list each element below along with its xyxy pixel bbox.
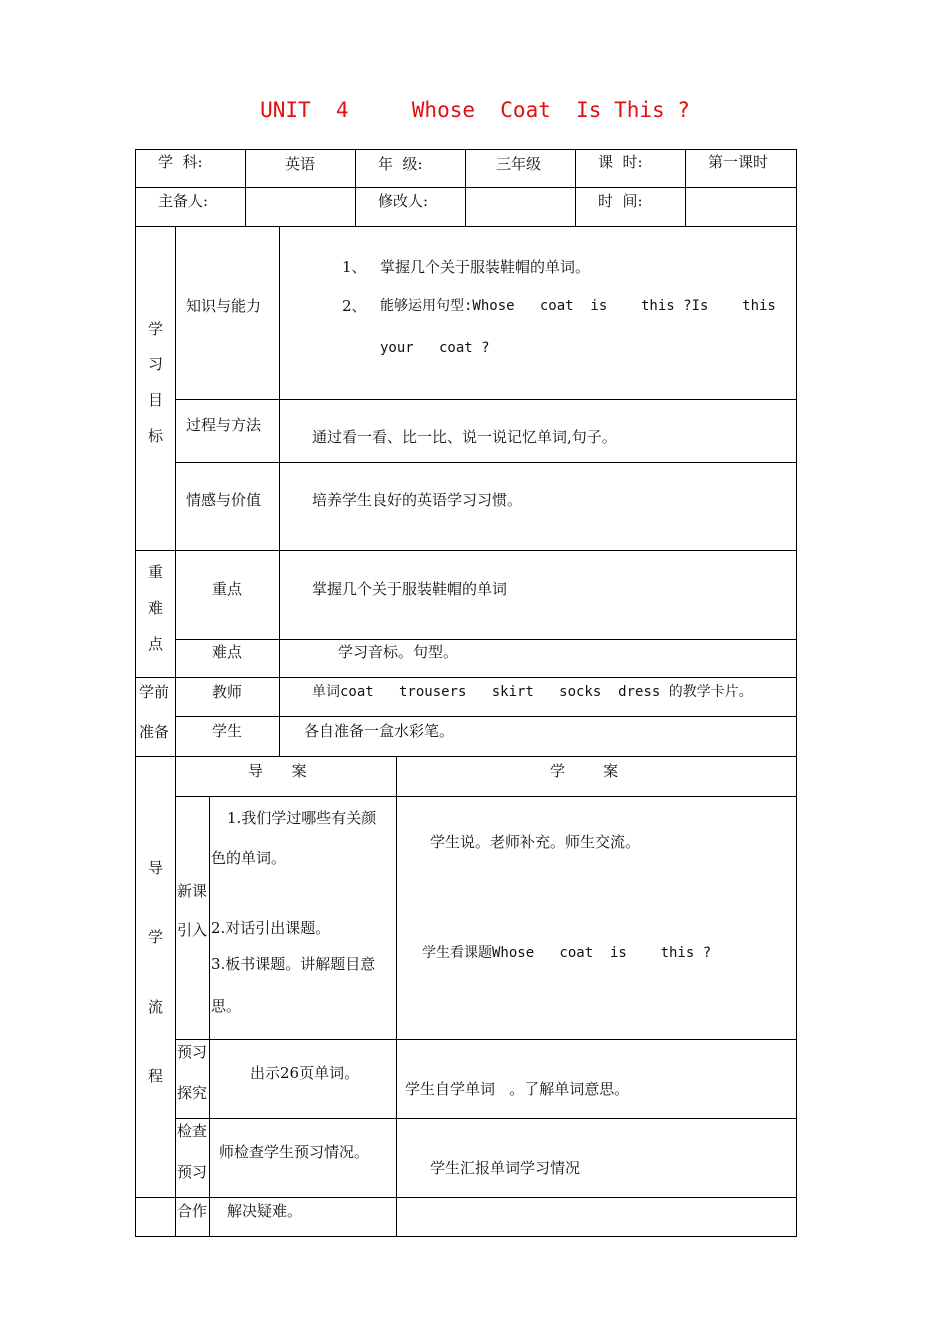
grade-value: 三年级: [496, 155, 542, 173]
guide-header: 导 案: [248, 762, 307, 780]
teacher-text: 单词coat trousers skirt socks dress 的教学卡片。: [312, 684, 753, 700]
planner-label: 主备人:: [158, 192, 209, 210]
teacher-label: 教师: [212, 683, 243, 701]
student-label: 学生: [212, 722, 243, 740]
knowledge-label: 知识与能力: [186, 297, 262, 315]
difficult-text: 学习音标。句型。: [338, 643, 459, 661]
new-guide-1-cont: 色的单词。: [211, 849, 287, 867]
new-study-1: 学生说。老师补充。师生交流。: [430, 833, 641, 851]
new-guide-2: 2.对话引出课题。: [211, 919, 331, 937]
preview-guide: 出示26页单词。: [250, 1064, 360, 1082]
knowledge-item-1: 掌握几个关于服装鞋帽的单词。: [380, 258, 591, 276]
new-guide-3: 3.板书课题。讲解题目意: [211, 955, 376, 973]
preview-study: 学生自学单词 。了解单词意思。: [405, 1080, 630, 1098]
knowledge-item-2-cont: your coat ?: [380, 340, 490, 356]
document-title: UNIT 4 Whose Coat Is This ?: [260, 98, 690, 122]
subject-label: 学 科:: [158, 153, 203, 171]
new-guide-3-cont: 思。: [211, 997, 242, 1015]
period-label: 课 时:: [598, 153, 643, 171]
reviser-label: 修改人:: [378, 192, 429, 210]
difficult-label: 难点: [212, 643, 243, 661]
study-header: 学 案: [550, 762, 619, 780]
knowledge-num-2: 2、: [342, 297, 367, 315]
process-text: 通过看一看、比一比、说一说记忆单词,句子。: [312, 428, 617, 446]
emotion-label: 情感与价值: [186, 491, 262, 509]
new-guide-1: 1.我们学过哪些有关颜: [227, 809, 377, 827]
time-label: 时 间:: [598, 192, 643, 210]
check-study: 学生汇报单词学习情况: [430, 1159, 581, 1177]
check-guide: 师检查学生预习情况。: [219, 1143, 370, 1161]
period-value: 第一课时: [708, 153, 769, 171]
new-study-2: 学生看课题Whose coat is this ?: [422, 945, 712, 961]
subject-value: 英语: [285, 155, 316, 173]
coop-guide: 解决疑难。: [227, 1202, 303, 1220]
coop-label: 合作: [177, 1202, 208, 1220]
key-text: 掌握几个关于服装鞋帽的单词: [312, 580, 508, 598]
process-label: 过程与方法: [186, 416, 262, 434]
knowledge-num-1: 1、: [342, 258, 367, 276]
key-label: 重点: [212, 580, 243, 598]
student-text: 各自准备一盒水彩笔。: [304, 722, 455, 740]
knowledge-item-2: 能够运用句型:Whose coat is this ?Is this: [380, 298, 776, 314]
grade-label: 年 级:: [378, 155, 423, 173]
emotion-text: 培养学生良好的英语学习习惯。: [312, 491, 523, 509]
